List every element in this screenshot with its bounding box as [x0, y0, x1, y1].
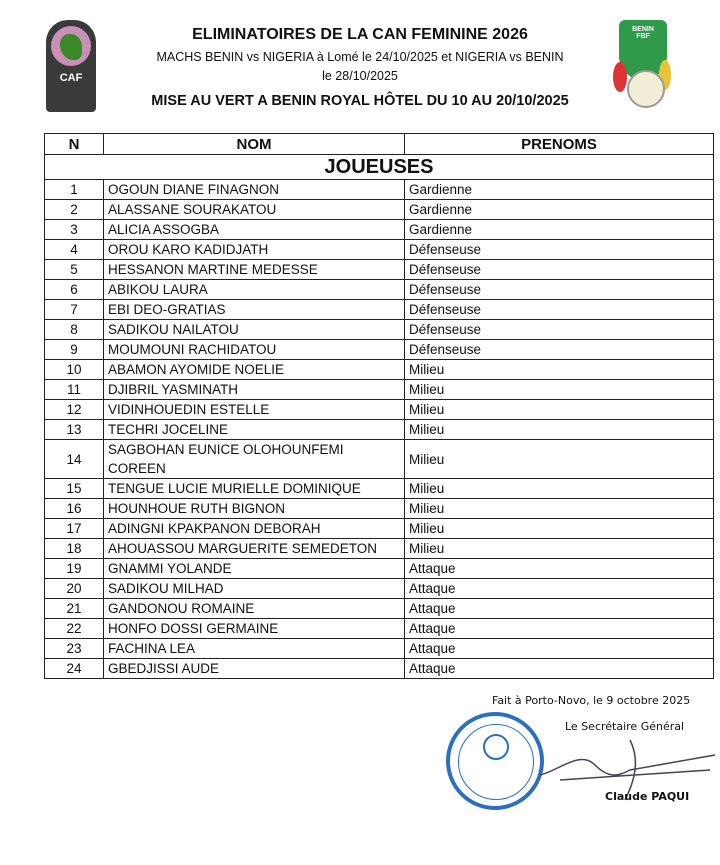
cell-nom: SAGBOHAN EUNICE OLOHOUNFEMI COREEN: [104, 440, 405, 479]
match-info-date: le 28/10/2025: [322, 69, 398, 83]
cell-n: 9: [45, 340, 104, 360]
cell-nom: TECHRI JOCELINE: [104, 420, 405, 440]
cell-pos: Gardienne: [405, 180, 714, 200]
col-prenoms: PRENOMS: [405, 134, 714, 155]
cell-nom: ABIKOU LAURA: [104, 280, 405, 300]
cell-pos: Attaque: [405, 659, 714, 679]
cell-pos: Milieu: [405, 440, 714, 479]
players-table: [44, 133, 714, 679]
match-info: MACHS BENIN vs NIGERIA à Lomé le 24/10/2025 et NIGERIA vs BENIN: [156, 50, 564, 64]
cell-nom: HESSANON MARTINE MEDESSE: [104, 260, 405, 280]
cell-nom: SADIKOU NAILATOU: [104, 320, 405, 340]
table-row: [45, 380, 714, 400]
cell-nom: HONFO DOSSI GERMAINE: [104, 619, 405, 639]
table-row: [45, 260, 714, 280]
table-row: [45, 320, 714, 340]
cell-n: 15: [45, 479, 104, 499]
table-row: [45, 240, 714, 260]
table-row: [45, 180, 714, 200]
table-row: [45, 519, 714, 539]
cell-pos: Attaque: [405, 559, 714, 579]
cell-pos: Attaque: [405, 599, 714, 619]
cell-n: 22: [45, 619, 104, 639]
document-title: ELIMINATOIRES DE LA CAN FEMININE 2026: [192, 26, 528, 43]
cell-n: 6: [45, 280, 104, 300]
cell-nom: DJIBRIL YASMINATH: [104, 380, 405, 400]
table-row: [45, 280, 714, 300]
cell-n: 4: [45, 240, 104, 260]
cell-nom: AHOUASSOU MARGUERITE SEMEDETON: [104, 539, 405, 559]
cell-n: 13: [45, 420, 104, 440]
cell-n: 19: [45, 559, 104, 579]
cell-nom: GBEDJISSI AUDE: [104, 659, 405, 679]
table-row: [45, 300, 714, 320]
cell-nom: ABAMON AYOMIDE NOELIE: [104, 360, 405, 380]
place-date: Fait à Porto-Novo, le 9 octobre 2025: [492, 694, 691, 707]
cell-pos: Défenseuse: [405, 340, 714, 360]
cell-n: 1: [45, 180, 104, 200]
cell-n: 17: [45, 519, 104, 539]
table-row: [45, 539, 714, 559]
table-row: [45, 579, 714, 599]
signatory-name: Claude PAQUI: [605, 790, 690, 803]
cell-n: 20: [45, 579, 104, 599]
cell-n: 14: [45, 440, 104, 479]
cell-pos: Gardienne: [405, 200, 714, 220]
cell-pos: Défenseuse: [405, 280, 714, 300]
official-stamp: [446, 712, 544, 810]
cell-nom: TENGUE LUCIE MURIELLE DOMINIQUE: [104, 479, 405, 499]
table-row: [45, 479, 714, 499]
cell-pos: Défenseuse: [405, 300, 714, 320]
cell-nom: GANDONOU ROMAINE: [104, 599, 405, 619]
cell-n: 7: [45, 300, 104, 320]
cell-n: 23: [45, 639, 104, 659]
table-row: [45, 400, 714, 420]
table-row: [45, 420, 714, 440]
cell-n: 10: [45, 360, 104, 380]
cell-pos: Attaque: [405, 639, 714, 659]
section-joueuses: JOUEUSES: [45, 155, 714, 180]
cell-nom: GNAMMI YOLANDE: [104, 559, 405, 579]
cell-n: 2: [45, 200, 104, 220]
cell-pos: Attaque: [405, 619, 714, 639]
football-icon: [483, 734, 509, 760]
cell-nom: SADIKOU MILHAD: [104, 579, 405, 599]
camp-info: MISE AU VERT A BENIN ROYAL HÔTEL DU 10 AU 20/10/2025: [151, 93, 569, 109]
cell-pos: Gardienne: [405, 220, 714, 240]
cell-pos: Défenseuse: [405, 320, 714, 340]
caf-logo: CAF: [46, 20, 96, 112]
table-header-row: [45, 134, 714, 155]
table-row: [45, 220, 714, 240]
cell-nom: OGOUN DIANE FINAGNON: [104, 180, 405, 200]
cell-pos: Milieu: [405, 519, 714, 539]
signatory-role: Le Secrétaire Général: [565, 720, 685, 733]
cell-nom: OROU KARO KADIDJATH: [104, 240, 405, 260]
table-row: [45, 619, 714, 639]
table-row: [45, 440, 714, 479]
cell-nom: VIDINHOUEDIN ESTELLE: [104, 400, 405, 420]
cell-n: 12: [45, 400, 104, 420]
cell-pos: Milieu: [405, 499, 714, 519]
cell-pos: Défenseuse: [405, 260, 714, 280]
cell-pos: Milieu: [405, 539, 714, 559]
table-row: [45, 599, 714, 619]
cell-nom: ADINGNI KPAKPANON DEBORAH: [104, 519, 405, 539]
cell-pos: Milieu: [405, 420, 714, 440]
cell-pos: Milieu: [405, 479, 714, 499]
section-row: [45, 155, 714, 180]
table-row: [45, 659, 714, 679]
table-row: [45, 639, 714, 659]
cell-n: 11: [45, 380, 104, 400]
cell-nom: ALASSANE SOURAKATOU: [104, 200, 405, 220]
col-nom: NOM: [104, 134, 405, 155]
cell-nom: HOUNHOUE RUTH BIGNON: [104, 499, 405, 519]
table-row: [45, 499, 714, 519]
cell-n: 21: [45, 599, 104, 619]
cell-n: 18: [45, 539, 104, 559]
table-row: [45, 340, 714, 360]
cell-nom: EBI DEO-GRATIAS: [104, 300, 405, 320]
cell-n: 3: [45, 220, 104, 240]
cell-n: 16: [45, 499, 104, 519]
fbf-logo: BENIN FBF: [613, 20, 673, 115]
cell-n: 8: [45, 320, 104, 340]
cell-pos: Attaque: [405, 579, 714, 599]
cell-nom: FACHINA LEA: [104, 639, 405, 659]
table-row: [45, 200, 714, 220]
cell-n: 24: [45, 659, 104, 679]
col-n: N: [45, 134, 104, 155]
cell-nom: ALICIA ASSOGBA: [104, 220, 405, 240]
cell-pos: Milieu: [405, 380, 714, 400]
cell-pos: Milieu: [405, 400, 714, 420]
cell-n: 5: [45, 260, 104, 280]
table-row: [45, 559, 714, 579]
cell-nom: MOUMOUNI RACHIDATOU: [104, 340, 405, 360]
table-row: [45, 360, 714, 380]
cell-pos: Défenseuse: [405, 240, 714, 260]
cell-pos: Milieu: [405, 360, 714, 380]
